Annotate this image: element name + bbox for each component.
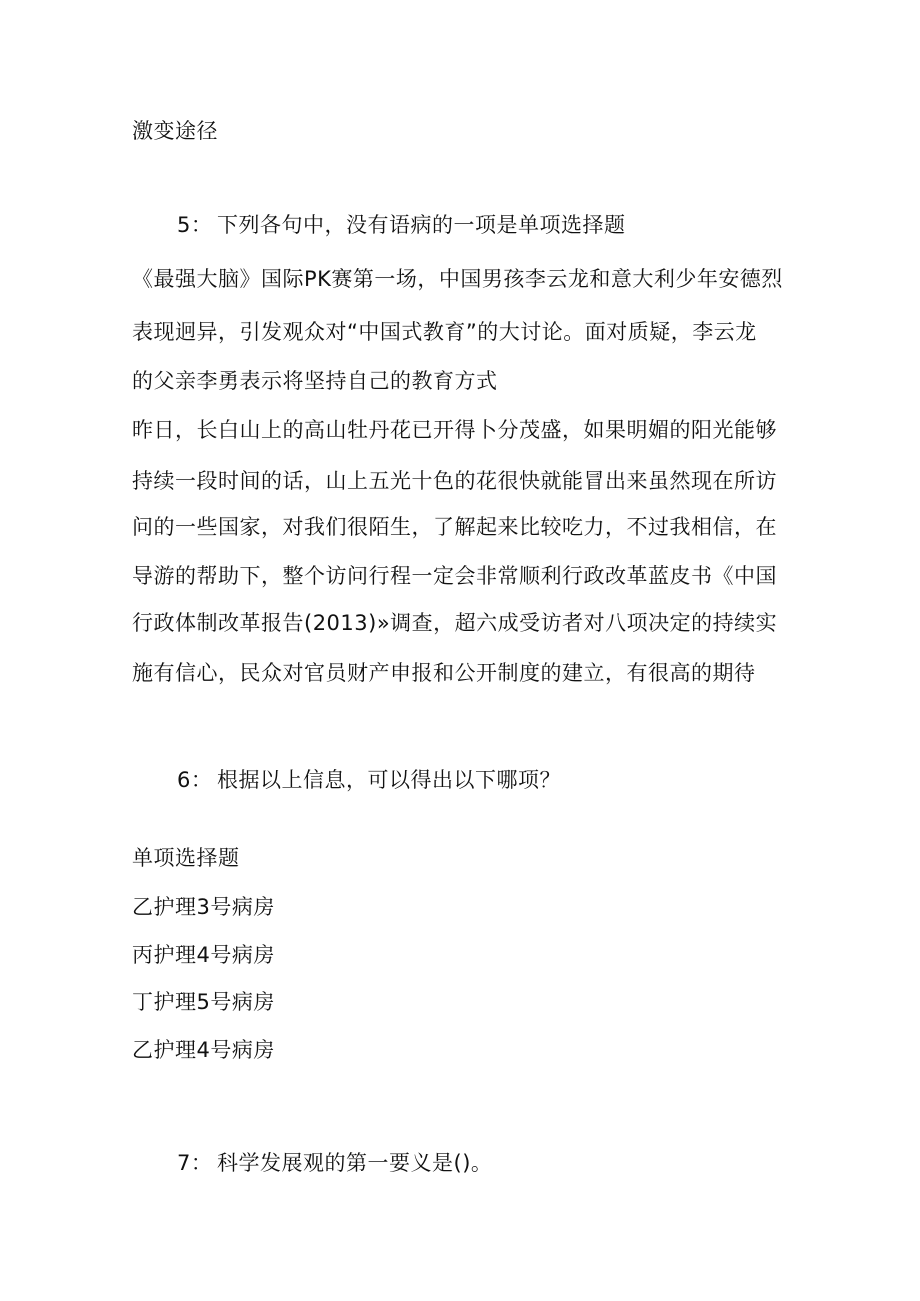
question-7-title: 科学发展观的第一要义是()。 — [217, 1151, 493, 1175]
question-5-passage-line: 持续一段时间的话，山上五光十色的花很快就能冒出来虽然现在所访 — [132, 469, 777, 493]
question-7-heading — [177, 1149, 492, 1177]
question-6-option: 乙护理4号病房 — [132, 1038, 275, 1062]
question-7-number: 7： — [177, 1151, 213, 1175]
question-5-passage-line: 《最强大脑》国际PK赛第一场，中国男孩李云龙和意大利少年安德烈 — [132, 267, 783, 291]
question-5-passage-line: 导游的帮助下，整个访问行程一定会非常顺利行政改革蓝皮书《中国 — [132, 564, 777, 588]
question-5-passage-line: 表现迥异，引发观众对“中国式教育”的大讨论。面对质疑，李云龙 — [132, 320, 757, 344]
top-fragment-text: 激变途径 — [132, 119, 218, 143]
question-6-type-label: 单项选择题 — [132, 846, 240, 870]
question-5-passage-line: 的父亲李勇表示将坚持自己的教育方式 — [132, 369, 498, 393]
question-6-number: 6： — [177, 768, 213, 792]
question-6-option: 乙护理3号病房 — [132, 895, 275, 919]
question-5-passage-line: 行政体制改革报告(2013)»调查，超六成受访者对八项决定的持续实 — [132, 611, 778, 635]
question-6-heading — [177, 766, 561, 794]
question-5-heading — [177, 211, 626, 239]
question-5-passage-line: 问的一些国家，对我们很陌生，了解起来比较吃力，不过我相信，在 — [132, 515, 777, 539]
question-6-option: 丙护理4号病房 — [132, 943, 275, 967]
question-5-passage-line: 施有信心，民众对官员财产申报和公开制度的建立，有很高的期待 — [132, 661, 756, 685]
question-5-number: 5： — [177, 213, 213, 237]
question-5-passage-line: 昨日，长白山上的高山牡丹花已开得卜分茂盛，如果明媚的阳光能够 — [132, 418, 777, 442]
question-6-option: 丁护理5号病房 — [132, 990, 275, 1014]
question-5-title: 下列各句中，没有语病的一项是单项选择题 — [217, 213, 626, 237]
question-6-title: 根据以上信息，可以得出以下哪项？ — [217, 768, 561, 792]
